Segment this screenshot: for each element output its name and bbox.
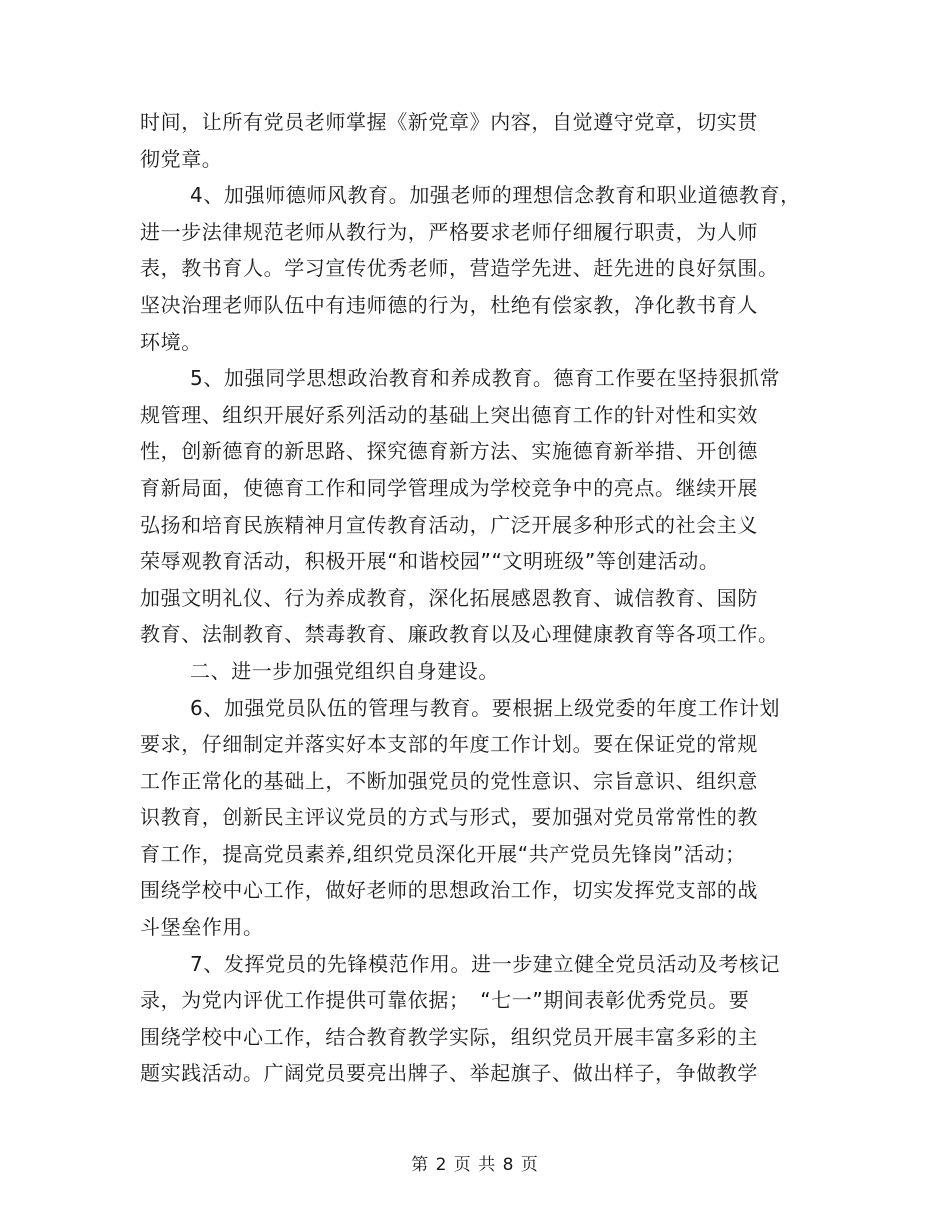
text-line: 规管理、组织开展好系列活动的基础上突出德育工作的针对性和实效 <box>140 402 758 427</box>
text-line: 荣辱观教育活动，积极开展“和谐校园”“文明班级”等创建活动。 <box>140 549 720 574</box>
text-line: 5、加强同学思想政治教育和养成教育。德育工作要在坚持狠抓常 <box>190 366 781 391</box>
text-line: 教育、法制教育、禁毒教育、廉政教育以及心理健康教育等各项工作。 <box>140 622 779 647</box>
text-line: 工作正常化的基础上，不断加强党员的党性意识、宗旨意识、组织意 <box>140 768 758 793</box>
text-line: 表，教书育人。学习宣传优秀老师，营造学先进、赶先进的良好氛围。 <box>140 256 779 281</box>
text-line: 围绕学校中心工作，做好老师的思想政治工作，切实发挥党支部的战 <box>140 878 758 903</box>
text-line: 进一步法律规范老师从教行为，严格要求老师仔细履行职责，为人师 <box>140 219 758 244</box>
text-line: 坚决治理老师队伍中有违师德的行为，杜绝有偿家教，净化教书育人 <box>140 292 758 317</box>
text-line: 时间，让所有党员老师掌握《新党章》内容，自觉遵守党章，切实贯 <box>140 110 758 134</box>
text-line: 性，创新德育的新思路、探究德育新方法、实施德育新举措、开创德 <box>140 439 758 464</box>
document-body <box>140 104 812 1092</box>
text-line: 要求，仔细制定并落实好本支部的年度工作计划。要在保证党的常规 <box>140 732 758 757</box>
text-line: 围绕学校中心工作，结合教育教学实际，组织党员开展丰富多彩的主 <box>140 1024 758 1049</box>
text-line: 环境。 <box>140 329 202 354</box>
text-line: 育新局面，使德育工作和同学管理成为学校竞争中的亮点。继续开展 <box>140 475 758 500</box>
text-line: 斗堡垒作用。 <box>140 915 264 940</box>
text-line: 彻党章。 <box>140 146 223 171</box>
text-line: 录，为党内评优工作提供可靠依据； “七一”期间表彰优秀党员。要 <box>140 988 750 1013</box>
text-line: 题实践活动。广阔党员要亮出牌子、举起旗子、做出样子，争做教学 <box>140 1061 758 1086</box>
text-line: 识教育，创新民主评议党员的方式与形式，要加强对党员常常性的教 <box>140 805 758 830</box>
text-line: 育工作，提高党员素养,组织党员深化开展“共产党员先锋岗”活动； <box>140 841 746 866</box>
page-footer: 第 2 页 共 8 页 <box>411 1155 539 1175</box>
text-line: 弘扬和培育民族精神月宣传教育活动，广泛开展多种形式的社会主义 <box>140 512 758 537</box>
text-line: 二、进一步加强党组织自身建设。 <box>190 658 499 683</box>
text-line: 6、加强党员队伍的管理与教育。要根据上级党委的年度工作计划 <box>190 695 781 720</box>
text-line: 7、发挥党员的先锋模范作用。进一步建立健全党员活动及考核记 <box>190 951 781 976</box>
text-line: 加强文明礼仪、行为养成教育，深化拓展感恩教育、诚信教育、国防 <box>140 585 758 610</box>
text-line: 4、加强师德师风教育。加强老师的理想信念教育和职业道德教育， <box>190 183 801 208</box>
